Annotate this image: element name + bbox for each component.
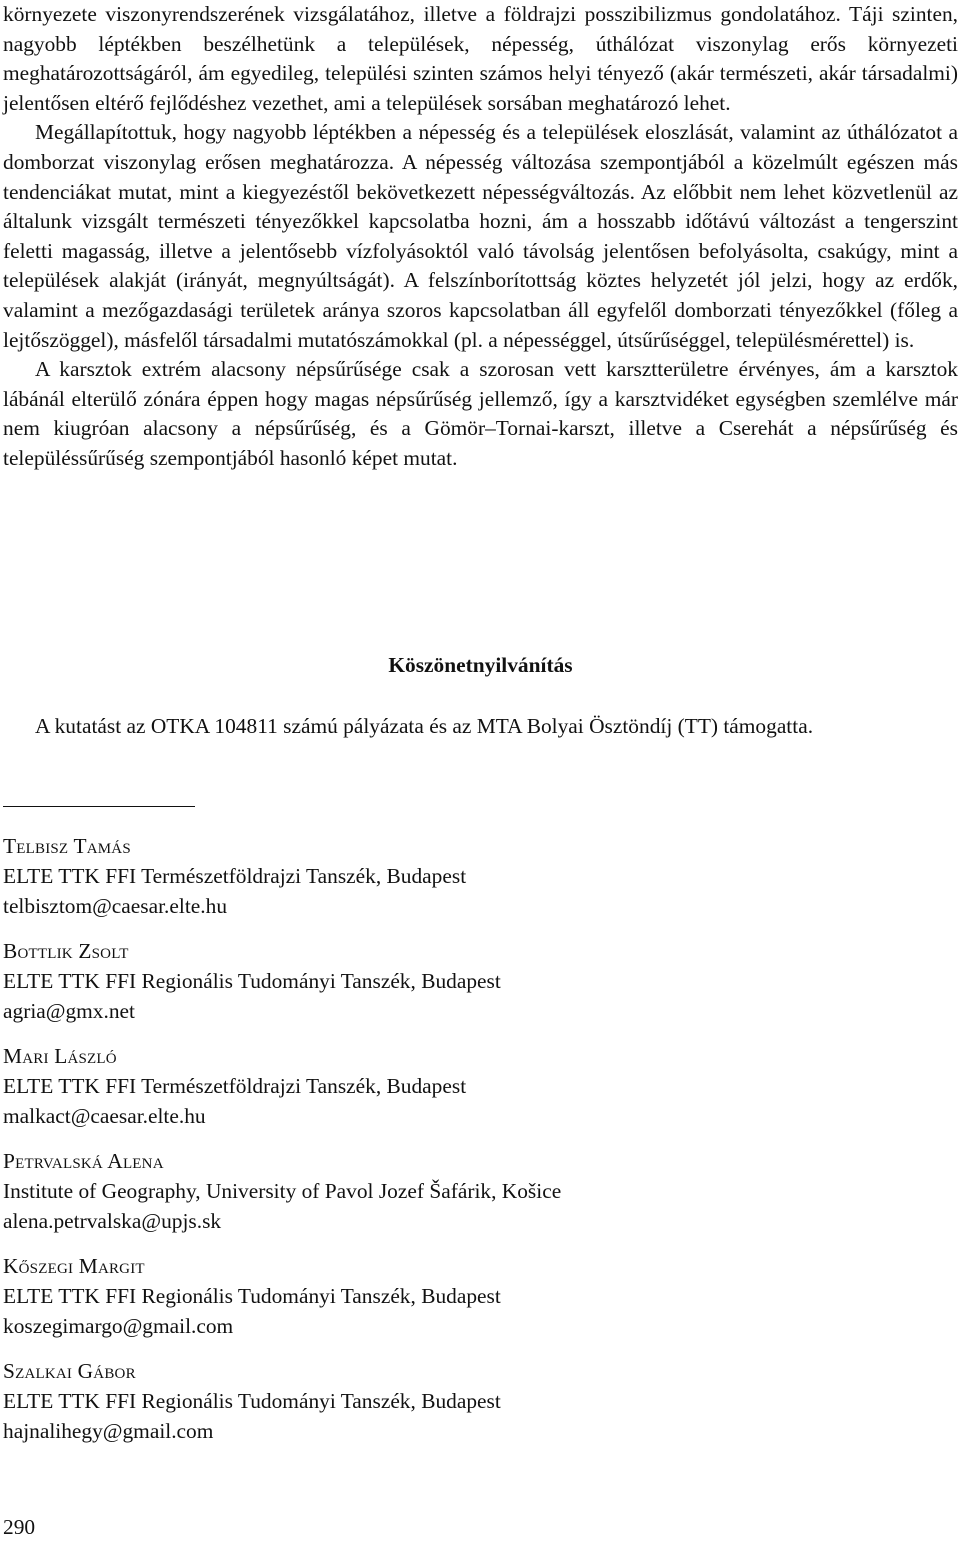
author-name: Szalkai Gábor xyxy=(3,1359,136,1383)
page-number: 290 xyxy=(3,1515,36,1539)
author-affiliation: ELTE TTK FFI Természetföldrajzi Tanszék, Budapest xyxy=(3,1074,467,1098)
footnote-separator xyxy=(3,806,195,807)
author-email: agria@gmx.net xyxy=(3,999,135,1023)
acknowledgement-heading: Köszönetnyilvánítás xyxy=(388,653,573,677)
author-list xyxy=(3,831,958,1461)
author-name: Kőszegi Margit xyxy=(3,1254,145,1278)
author-affiliation: ELTE TTK FFI Természetföldrajzi Tanszék, Budapest xyxy=(3,864,467,888)
author-email: koszegimargo@gmail.com xyxy=(3,1314,234,1338)
author-name: Bottlik Zsolt xyxy=(3,939,129,963)
author-email: malkact@caesar.elte.hu xyxy=(3,1104,206,1128)
author-entry xyxy=(3,1146,958,1236)
author-affiliation: Institute of Geography, University of Pavol Jozef Šafárik, Košice xyxy=(3,1179,562,1203)
acknowledgement-text: A kutatást az OTKA 104811 számú pályázata és az MTA Bolyai Ösztöndíj (TT) támogatta. xyxy=(35,714,814,738)
paragraph-findings: Megállapítottuk, hogy nagyobb léptékben a népesség és a települések eloszlását, valamint az úthálózatot a domborzat viszonylag erősen meghatározza. A népesség változása szempontjából a közelmúlt egészen más tendenciákat mutat, mint a kiegyezéstől bekövetkezett népességváltozás. Az előbbit nem lehet közvetlenül az általunk vizsgált természeti tényezőkkel kapcsolatba hozni, ám a hosszabb időtávú változást a tengerszint feletti magasság, illetve a jelentősebb vízfolyásoktól való távolság jelentősen befolyásolta, csakúgy, mint a települések alakját (irányát, megnyúltságát). A felszínborítottság köztes helyzetét jól jelzi, hogy az erdők, valamint a mezőgazdasági területek aránya szoros kapcsolatban áll egyfelől domborzati tényezőkkel (főleg a lejtőszöggel), másfelől társadalmi mutatószámokkal (pl. a népességgel, útsűrűséggel, településmérettel) is. xyxy=(3,120,958,352)
author-entry xyxy=(3,831,958,921)
author-entry xyxy=(3,1041,958,1131)
body-text xyxy=(3,0,958,474)
author-email: telbisztom@caesar.elte.hu xyxy=(3,894,228,918)
author-email: alena.petrvalska@upjs.sk xyxy=(3,1209,222,1233)
author-affiliation: ELTE TTK FFI Regionális Tudományi Tanszék, Budapest xyxy=(3,1284,501,1308)
author-entry xyxy=(3,1356,958,1446)
author-affiliation: ELTE TTK FFI Regionális Tudományi Tanszék, Budapest xyxy=(3,1389,501,1413)
author-email: hajnalihegy@gmail.com xyxy=(3,1419,214,1443)
author-entry xyxy=(3,1251,958,1341)
author-affiliation: ELTE TTK FFI Regionális Tudományi Tanszék, Budapest xyxy=(3,969,501,993)
paragraph-karst: A karsztok extrém alacsony népsűrűsége csak a szorosan vett karsztterületre érvényes, ám a karsztok lábánál elterülő zónára éppen hogy magas népsűrűség jellemző, így a karsztvidéket egységben szemlélve már nem kiugróan alacsony a népsűrűség, és a Gömör–Tornai-karszt, illetve a Cserehát a népsűrűség és településsűrűség szempontjából hasonló képet mutat. xyxy=(3,357,958,470)
author-name: Petrvalská Alena xyxy=(3,1149,164,1173)
paper-page xyxy=(3,0,958,1539)
paragraph-continuation: környezete viszonyrendszerének vizsgálatához, illetve a földrajzi posszibilizmus gondolatához. Táji szinten, nagyobb léptékben beszélhetünk a települések, népesség, úthálózat viszonylag erős környezeti meghatározottságáról, ám egyedileg, települési szinten számos helyi tényező (akár természeti, akár társadalmi) jelentősen eltérő fejlődéshez vezethet, ami a települések sorsában meghatározó lehet. xyxy=(3,2,958,115)
author-name: Mari László xyxy=(3,1044,117,1068)
author-entry xyxy=(3,936,958,1026)
author-name: Telbisz Tamás xyxy=(3,834,131,858)
